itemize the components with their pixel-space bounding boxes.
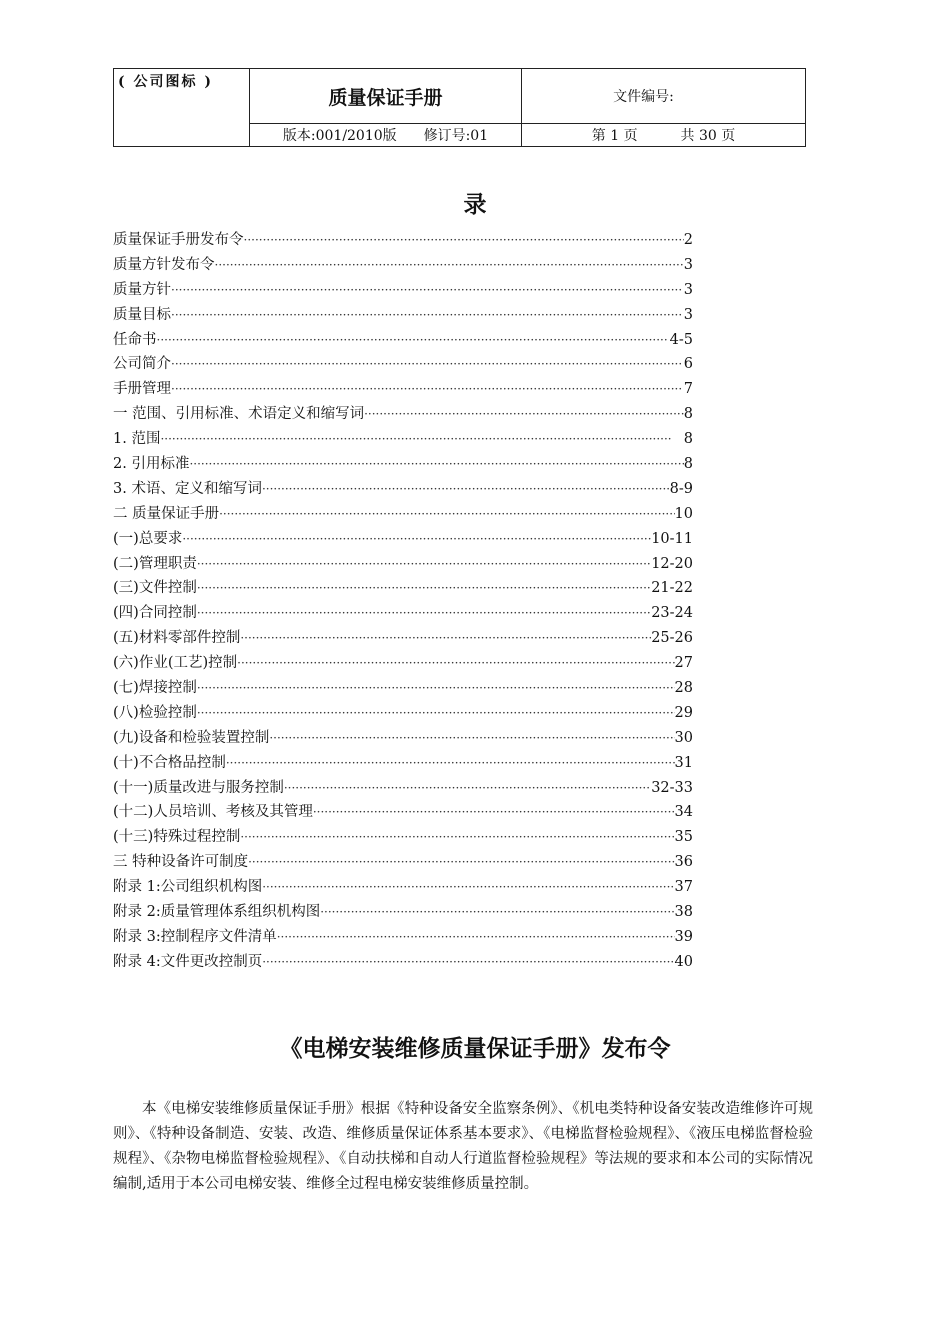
toc-entry-page: 23-24 <box>651 605 693 622</box>
toc-entry-label: 质量目标 <box>113 306 171 323</box>
toc-entry[interactable] <box>113 552 693 577</box>
toc-entry-page: 21-22 <box>651 580 693 597</box>
toc-entry-page: 35 <box>674 829 693 846</box>
toc-entry-label: 附录 4:文件更改控制页 <box>113 953 263 970</box>
toc-leader-dots <box>244 228 684 253</box>
toc-leader-dots <box>171 278 684 303</box>
toc-entry-label: 附录 3:控制程序文件清单 <box>113 928 277 945</box>
toc-entry[interactable] <box>113 576 693 601</box>
toc-entry[interactable] <box>113 527 693 552</box>
toc-entry[interactable] <box>113 701 693 726</box>
toc-leader-dots <box>160 427 683 452</box>
toc-entry-page: 10 <box>674 505 693 522</box>
toc-entry-label: (三)文件控制 <box>113 580 197 597</box>
toc-entry[interactable] <box>113 502 693 527</box>
toc-entry-page: 27 <box>674 655 693 672</box>
toc-entry-label: 一 范围、引用标准、术语定义和缩写词 <box>113 406 365 423</box>
toc-entry-label: (六)作业(工艺)控制 <box>113 655 238 672</box>
toc-leader-dots <box>215 253 684 278</box>
toc-entry-label: 附录 1:公司组织机构图 <box>113 879 263 896</box>
toc-entry-page: 2 <box>683 232 693 248</box>
toc-entry-page: 3 <box>683 306 693 323</box>
toc-leader-dots <box>171 352 684 377</box>
toc-entry-page: 40 <box>674 953 693 970</box>
toc-leader-dots <box>157 328 670 353</box>
toc-entry-label: (十)不合格品控制 <box>113 754 226 771</box>
toc-entry[interactable] <box>113 726 693 751</box>
toc-entry-page: 30 <box>674 729 693 746</box>
toc-entry-label: (十三)特殊过程控制 <box>113 829 241 846</box>
toc-leader-dots <box>240 825 674 850</box>
toc-entry-label: 质量方针 <box>113 281 171 298</box>
toc-leader-dots <box>197 552 651 577</box>
revision-text: 修订号:01 <box>423 128 489 144</box>
toc-entry-label: (十二)人员培训、考核及其管理 <box>113 804 313 821</box>
toc-entry-page: 12-20 <box>651 555 693 572</box>
toc-leader-dots <box>197 601 651 626</box>
version-text: 版本:001/2010版 <box>282 128 397 144</box>
toc-entry[interactable] <box>113 850 693 875</box>
toc-entry-label: (五)材料零部件控制 <box>113 630 241 647</box>
toc-leader-dots <box>197 701 675 726</box>
toc-entry[interactable] <box>113 402 693 427</box>
toc-leader-dots <box>262 477 670 502</box>
toc-entry-page: 36 <box>674 854 693 871</box>
toc-entry-label: 2. 引用标准 <box>113 456 190 473</box>
toc-leader-dots <box>240 626 651 651</box>
toc-entry-label: 手册管理 <box>113 381 171 398</box>
toc-leader-dots <box>262 875 674 900</box>
toc-entry-page: 6 <box>683 356 693 373</box>
toc-leader-dots <box>237 651 674 676</box>
toc-entry[interactable] <box>113 278 693 303</box>
toc-entry-page: 3 <box>683 256 693 273</box>
toc-entry-page: 32-33 <box>651 779 693 796</box>
toc-entry[interactable] <box>113 900 693 925</box>
toc-entry[interactable] <box>113 303 693 328</box>
toc-entry[interactable] <box>113 800 693 825</box>
toc-entry-label: (一)总要求 <box>113 530 183 547</box>
toc-entry[interactable] <box>113 950 693 975</box>
toc-entry-label: 3. 术语、定义和缩写词 <box>113 480 262 497</box>
toc-entry-page: 8 <box>683 406 693 423</box>
toc-leader-dots <box>320 900 674 925</box>
toc-entry-label: 三 特种设备许可制度 <box>113 854 249 871</box>
toc-entry-page: 37 <box>674 879 693 896</box>
toc-entry-label: (四)合同控制 <box>113 605 197 622</box>
toc-entry[interactable] <box>113 253 693 278</box>
toc-entry[interactable] <box>113 925 693 950</box>
toc-entry-label: (七)焊接控制 <box>113 680 197 697</box>
toc-leader-dots <box>197 576 651 601</box>
toc-leader-dots <box>219 502 674 527</box>
toc-entry-page: 25-26 <box>651 630 693 647</box>
table-of-contents <box>113 228 693 975</box>
toc-entry[interactable] <box>113 651 693 676</box>
toc-leader-dots <box>226 751 675 776</box>
document-header-table <box>113 68 806 147</box>
toc-entry[interactable] <box>113 328 693 353</box>
toc-entry-page: 29 <box>674 704 693 721</box>
toc-entry-page: 8-9 <box>669 480 693 497</box>
toc-entry-page: 4-5 <box>669 331 693 348</box>
toc-entry[interactable] <box>113 452 693 477</box>
release-order-title: 《电梯安装维修质量保证手册》发布令 <box>279 1035 671 1062</box>
toc-leader-dots <box>269 726 674 751</box>
toc-entry[interactable] <box>113 352 693 377</box>
toc-entry-page: 28 <box>674 680 693 697</box>
toc-heading: 录 <box>463 191 487 218</box>
release-order-paragraph: 本《电梯安装维修质量保证手册》根据《特种设备安全监察条例》、《机电类特种设备安装改造维修许可规则》、《特种设备制造、安装、改造、维修质量保证体系基本要求》、《电梯监督检验规程》、《液压电梯监督检验规程》、《杂物电梯监督检验规程》、《自动扶梯和自动人行道监督检验规程》等法规的要求和本公司的实际情况编制,适用于本公司电梯安装、维修全过程电梯安装维修质量控制。 <box>113 1101 813 1192</box>
toc-entry[interactable] <box>113 751 693 776</box>
file-number-label: 文件编号: <box>522 69 806 124</box>
toc-entry-page: 7 <box>683 381 693 398</box>
toc-leader-dots <box>277 925 675 950</box>
toc-entry-label: 质量保证手册发布令 <box>113 232 244 248</box>
toc-leader-dots <box>364 402 684 427</box>
toc-entry[interactable] <box>113 601 693 626</box>
toc-entry[interactable] <box>113 825 693 850</box>
toc-entry-label: 质量方针发布令 <box>113 256 215 273</box>
toc-entry-page: 3 <box>683 281 693 298</box>
toc-leader-dots <box>171 377 684 402</box>
total-pages-text: 共 30 页 <box>680 128 736 144</box>
toc-entry[interactable] <box>113 427 693 452</box>
toc-entry[interactable] <box>113 626 693 651</box>
toc-entry-label: 1. 范围 <box>113 431 161 448</box>
toc-leader-dots <box>171 303 684 328</box>
toc-entry-page: 31 <box>674 754 693 771</box>
toc-entry[interactable] <box>113 477 693 502</box>
toc-leader-dots <box>182 527 651 552</box>
company-logo-placeholder: ( 公司图标 ) <box>114 69 250 147</box>
toc-leader-dots <box>248 850 674 875</box>
toc-entry-page: 8 <box>683 431 693 448</box>
toc-entry[interactable] <box>113 776 693 801</box>
toc-entry-page: 38 <box>674 904 693 921</box>
toc-entry-label: 任命书 <box>113 331 157 348</box>
toc-entry-label: (二)管理职责 <box>113 555 197 572</box>
toc-leader-dots <box>197 676 675 701</box>
toc-entry[interactable] <box>113 228 693 253</box>
toc-entry-label: 二 质量保证手册 <box>113 505 220 522</box>
toc-leader-dots <box>284 776 651 801</box>
toc-entry-page: 39 <box>674 928 693 945</box>
toc-leader-dots <box>262 950 674 975</box>
toc-entry-label: 公司简介 <box>113 356 171 373</box>
toc-leader-dots <box>189 452 683 477</box>
manual-title: 质量保证手册 <box>250 69 522 124</box>
toc-entry[interactable] <box>113 676 693 701</box>
toc-leader-dots <box>313 800 675 825</box>
toc-entry[interactable] <box>113 875 693 900</box>
toc-entry-label: 附录 2:质量管理体系组织机构图 <box>113 904 321 921</box>
toc-entry[interactable] <box>113 377 693 402</box>
toc-entry-label: (九)设备和检验装置控制 <box>113 729 270 746</box>
page-number-text: 第 1 页 <box>591 128 638 144</box>
toc-entry-label: (八)检验控制 <box>113 704 197 721</box>
toc-entry-label: (十一)质量改进与服务控制 <box>113 779 284 796</box>
toc-entry-page: 8 <box>683 456 693 473</box>
version-cell <box>250 124 522 147</box>
toc-entry-page: 10-11 <box>651 530 693 547</box>
toc-entry-page: 34 <box>674 804 693 821</box>
page-cell <box>522 124 806 147</box>
